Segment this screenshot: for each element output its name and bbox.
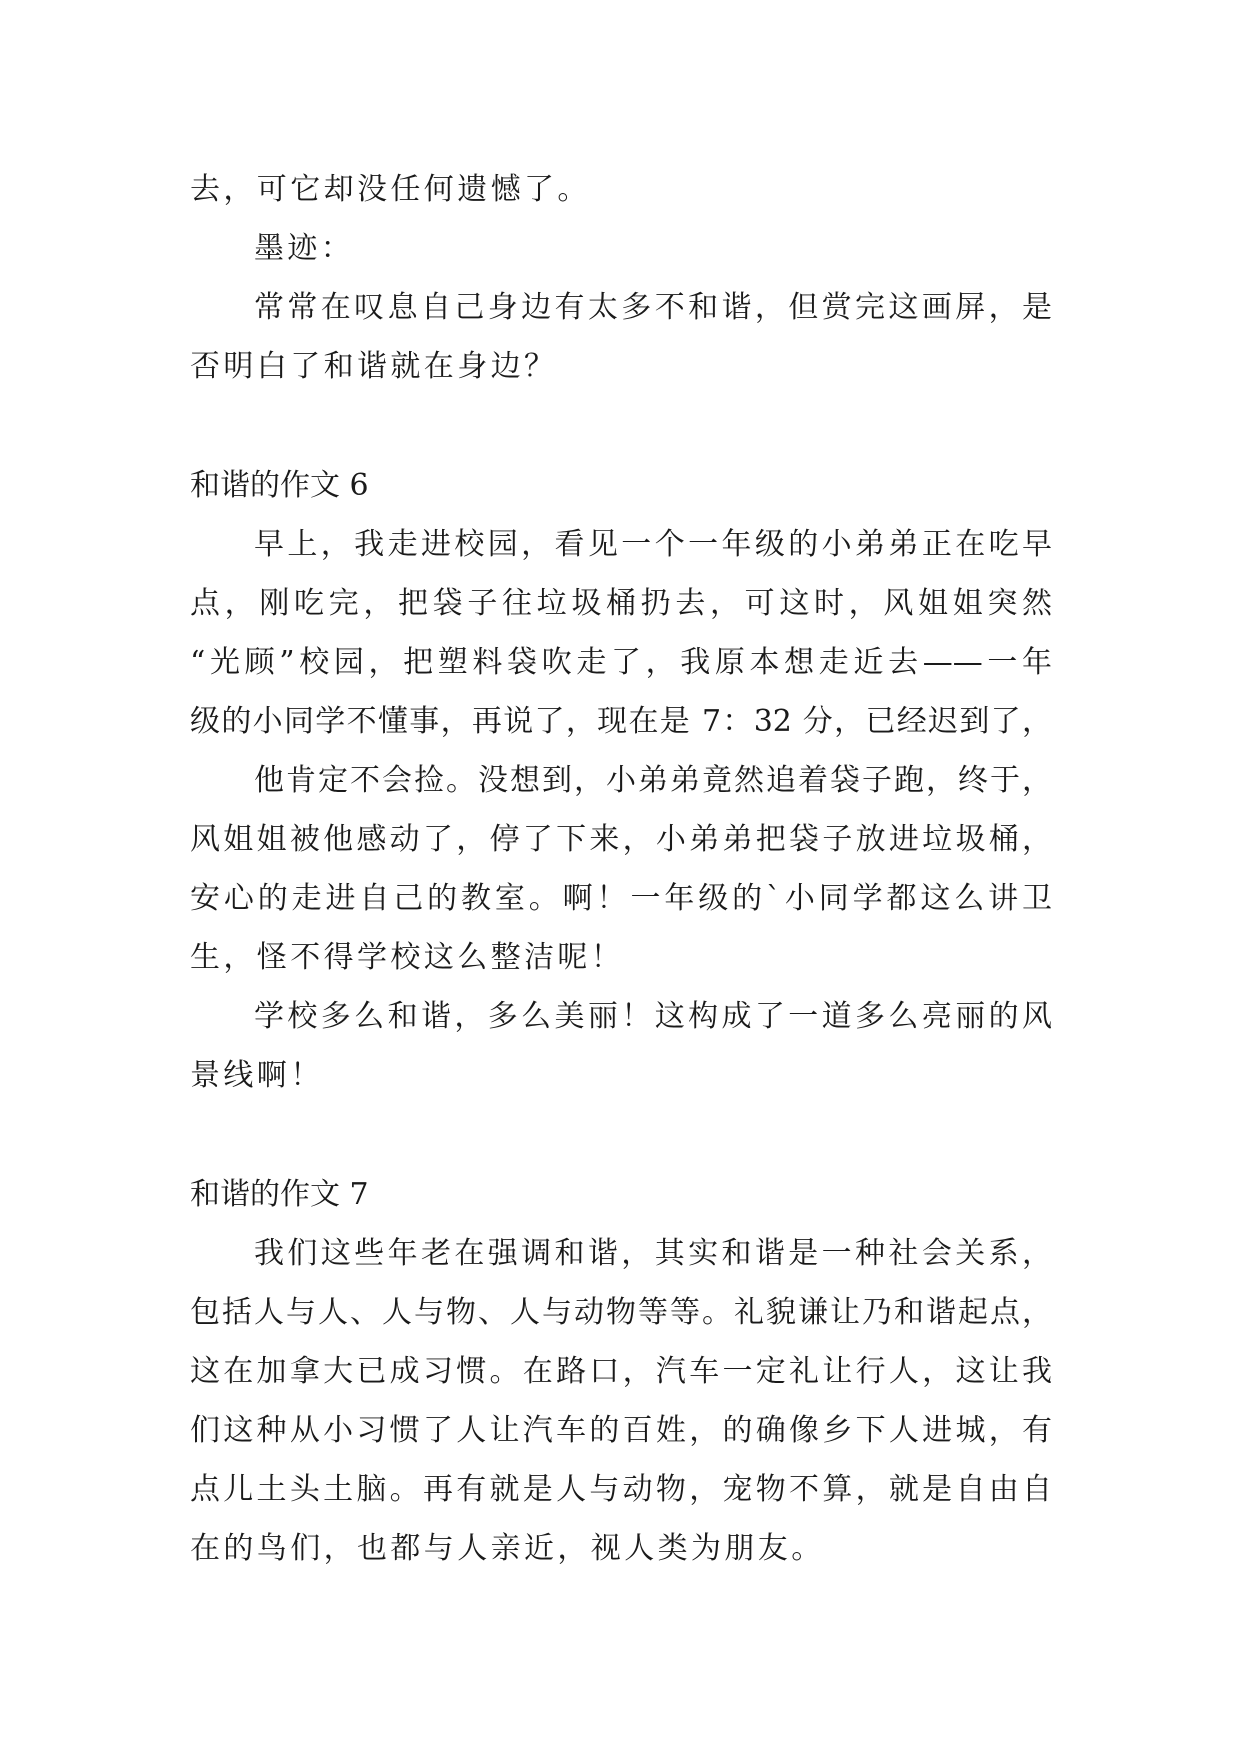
paragraph-line: 早上，我走进校园，看见一个一年级的小弟弟正在吃早: [254, 527, 1052, 562]
paragraph-line: 级的小同学不懂事，再说了，现在是 7：32 分，已经迟到了，: [190, 704, 1052, 739]
paragraph-line: 们这种从小习惯了人让汽车的百姓，的确像乡下人进城，有: [190, 1413, 1052, 1448]
paragraph-line: 否明白了和谐就在身边？: [190, 349, 558, 384]
paragraph-line: “光顾”校园，把塑料袋吹走了，我原本想走近去——一年: [190, 645, 1052, 680]
paragraph-line: 在的鸟们，也都与人亲近，视人类为朋友。: [190, 1531, 825, 1566]
section-gap: [190, 1105, 1052, 1165]
document-body: [190, 160, 1052, 1578]
paragraph-line: 去，可它却没任何遗憾了。: [190, 172, 591, 207]
paragraph-line: 常常在叹息自己身边有太多不和谐，但赏完这画屏，是: [254, 290, 1052, 325]
section-gap: [190, 396, 1052, 456]
paragraph-line: 他肯定不会捡。没想到，小弟弟竟然追着袋子跑，终于，: [254, 763, 1052, 798]
paragraph-line: 这在加拿大已成习惯。在路口，汽车一定礼让行人，这让我: [190, 1354, 1052, 1389]
paragraph-line: 生，怪不得学校这么整洁呢！: [190, 940, 625, 975]
section-heading: 和谐的作文 6: [190, 468, 369, 503]
paragraph-line: 包括人与人、人与物、人与动物等等。礼貌谦让乃和谐起点，: [190, 1295, 1052, 1330]
paragraph-line: 墨迹：: [254, 231, 355, 266]
paragraph-line: 安心的走进自己的教室。啊！一年级的`小同学都这么讲卫: [190, 881, 1052, 916]
paragraph-line: 学校多么和谐，多么美丽！这构成了一道多么亮丽的风: [254, 999, 1052, 1034]
section-heading: 和谐的作文 7: [190, 1177, 369, 1212]
paragraph-line: 点，刚吃完，把袋子往垃圾桶扔去，可这时，风姐姐突然: [190, 586, 1052, 621]
paragraph-line: 点儿土头土脑。再有就是人与动物，宠物不算，就是自由自: [190, 1472, 1052, 1507]
paragraph-line: 景线啊！: [190, 1058, 324, 1093]
paragraph-line: 我们这些年老在强调和谐，其实和谐是一种社会关系，: [254, 1236, 1052, 1271]
paragraph-line: 风姐姐被他感动了，停了下来，小弟弟把袋子放进垃圾桶，: [190, 822, 1052, 857]
